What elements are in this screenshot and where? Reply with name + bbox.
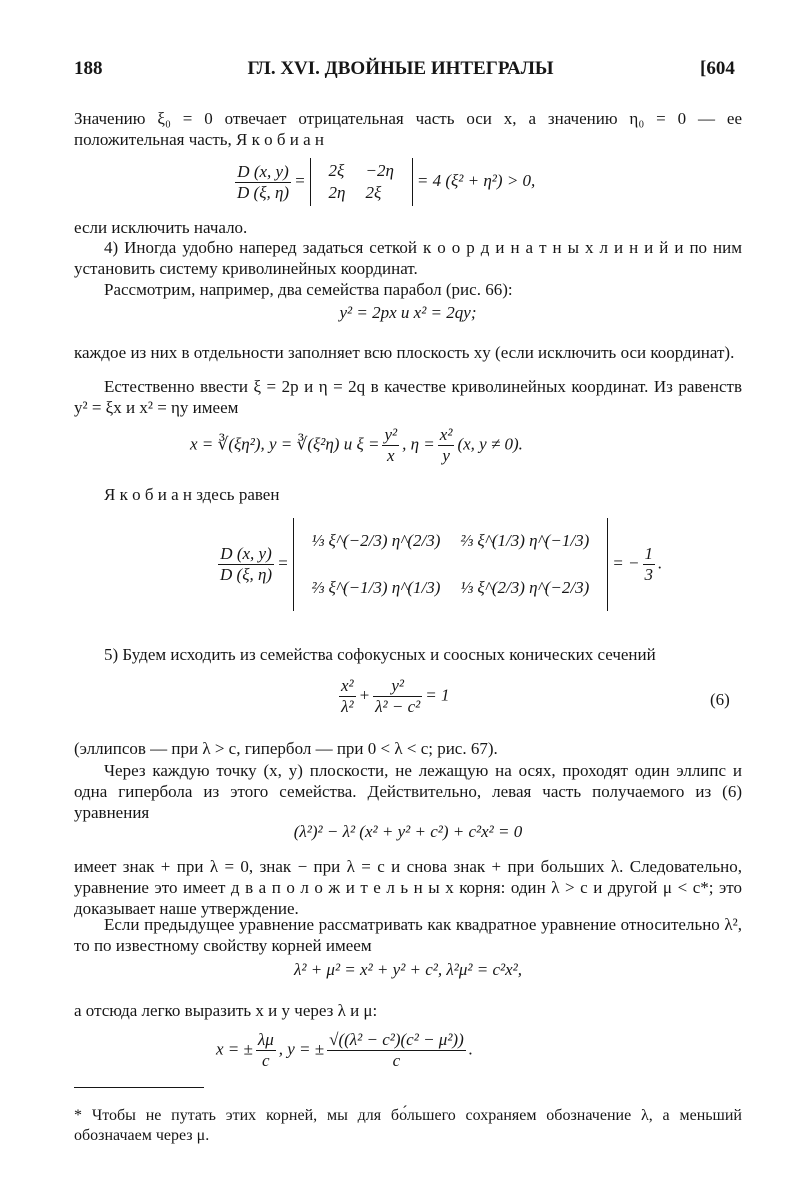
equation-parabolas: y² = 2px и x² = 2qy; (339, 303, 477, 322)
paragraph: а отсюда легко выразить x и y через λ и μ: (74, 1001, 378, 1020)
jacobian-equation-2: $\frac{D (x, y)}{D (\xi, \eta)}$ = ⅓ ξ^(−2/3) η^(2/3) ⅔ ξ^(1/3) η^(−1/3) ⅔ ξ^(−1/3) η^(1/3) ⅓ ξ^(2/3) η^(−2/3) = − $\frac{1}{3}$ . (215, 518, 662, 611)
paragraph: Через каждую точку (x, y) плоскости, не лежащую на осях, проходят один эллипс и одна гипербола из этого семейства. Действительно, левая часть получаемого из (6) уравнения (74, 761, 742, 822)
equation-xy: x = ∛(ξη²), y = ∛(ξ²η) и ξ = $\frac{\text{y²}}{x}$ , η = $\frac{\text{x²}}{y}$ (x, y ≠ 0). (190, 425, 523, 465)
footnote-rule (74, 1087, 204, 1088)
fraction: $\frac{D (x, y)}{D (\xi, \eta)}$ (220, 544, 273, 584)
paragraph: имеет знак + при λ = 0, знак − при λ = c и снова знак + при больших λ. Следовательно, уравнение это имеет д в а п о л о ж и т е л ь н ы х корня: один λ > c и другой μ < c*; это доказывает наше утверждение. (74, 857, 742, 918)
equation-quartic: (λ²)² − λ² (x² + y² + c²) + c²x² = 0 (293, 822, 523, 841)
equation-conics: $\frac{\text{x²}}{\text{λ²}}$ + $\frac{\text{y²}}{\text{λ² − c²}}$ = 1 (341, 676, 450, 716)
paragraph: каждое из них в отдельности заполняет всю плоскость xy (если исключить оси координат). (74, 343, 735, 362)
equation-vieta: λ² + μ² = x² + y² + c², λ²μ² = c²x², (294, 960, 522, 979)
fraction: $\frac{\text{x²}}{y}$ (439, 425, 453, 465)
paragraph: 5) Будем исходить из семейства софокусных и соосных конических сечений (104, 645, 656, 664)
fraction: $\frac{\text{x²}}{\text{λ²}}$ (341, 676, 354, 716)
paragraph: если исключить начало. (74, 218, 248, 237)
section-number: [604 (700, 58, 735, 79)
paragraph: 4) Иногда удобно наперед задаться сеткой к о о р д и н а т н ы х л и н и й и по ним установить систему криволинейных координат. (74, 238, 742, 278)
equation-number: (6) (710, 690, 730, 709)
running-header: ГЛ. XVI. ДВОЙНЫЕ ИНТЕГРАЛЫ (247, 58, 554, 79)
footnote: * Чтобы не путать этих корней, мы для бо́льшего сохраняем обозначение λ, а меньший обозначаем через μ. (74, 1107, 742, 1144)
paragraph: Если предыдущее уравнение рассматривать как квадратное уравнение относительно λ², то по известному свойству корней имеем (74, 915, 742, 955)
determinant: 2ξ −2η 2η 2ξ (310, 158, 413, 206)
paragraph: Я к о б и а н здесь равен (104, 485, 280, 504)
jacobian-equation-1: $\frac{D (x, y)}{D (\xi, \eta)}$ = 2ξ −2η 2η 2ξ = 4 (ξ² + η²) > 0, (232, 158, 535, 206)
fraction: $\frac{D (x, y)}{D (\xi, \eta)}$ (237, 161, 290, 202)
fraction: $\frac{\text{y²}}{x}$ (384, 425, 398, 465)
fraction: $\frac{\lambda\mu}{c}$ (257, 1030, 274, 1070)
paragraph: Значению ξ₀ = 0 отвечает отрицательная часть оси x, а значению η₀ = 0 — ее положительная часть, Я к о б и а н (74, 109, 742, 149)
paragraph: Рассмотрим, например, два семейства парабол (рис. 66): (104, 280, 513, 299)
fraction: $\frac{\text{y²}}{\text{λ² − c²}}$ (375, 676, 421, 716)
paragraph: (эллипсов — при λ > c, гипербол — при 0 < λ < c; рис. 67). (74, 739, 498, 758)
determinant: ⅓ ξ^(−2/3) η^(2/3) ⅔ ξ^(1/3) η^(−1/3) ⅔ ξ^(−1/3) η^(1/3) ⅓ ξ^(2/3) η^(−2/3) (293, 518, 609, 611)
fraction: $\frac{\text{√((λ² − c²)(c² − μ²))}}{c}$ (329, 1030, 464, 1070)
paragraph: Естественно ввести ξ = 2p и η = 2q в качестве криволинейных координат. Из равенств y² = ξx и x² = ηy имеем (74, 377, 742, 417)
page-number: 188 (74, 58, 103, 79)
equation-xy-lambda-mu: x = ± $\frac{\lambda\mu}{c}$ , y = ± $\frac{\text{√((λ² − c²)(c² − μ²))}}{c}$ . (216, 1030, 473, 1070)
fraction: $\frac{1}{3}$ (644, 544, 653, 584)
